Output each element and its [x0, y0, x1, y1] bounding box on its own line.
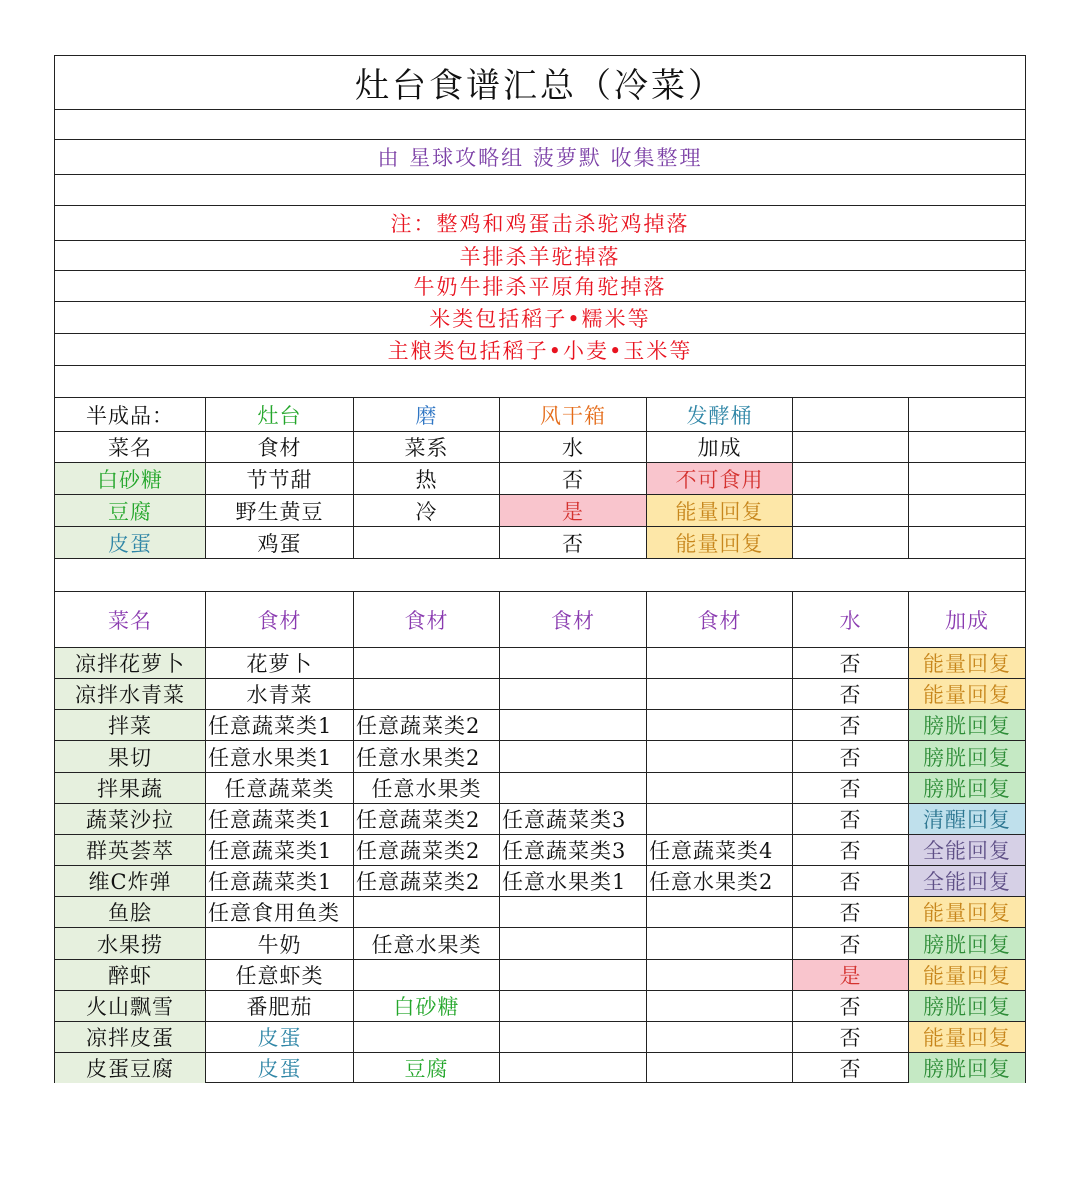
semi-water: 否	[500, 527, 647, 558]
water-cell: 否	[793, 835, 909, 865]
note-line: 牛奶牛排杀平原角驼掉落	[54, 271, 1026, 301]
semi-label: 半成品：	[54, 398, 206, 431]
recipe-sheet	[54, 55, 1026, 1083]
dish-name: 拌菜	[54, 710, 206, 740]
bonus-cell: 能量回复	[909, 679, 1026, 709]
ingredient-3	[500, 710, 647, 740]
table-row	[54, 991, 1026, 1022]
ingredient-4	[647, 1053, 793, 1083]
empty-row	[54, 559, 1026, 591]
dish-name: 蔬菜沙拉	[54, 804, 206, 834]
ingredient-1: 任意食用鱼类	[206, 897, 354, 927]
semi-bonus: 能量回复	[647, 527, 793, 558]
sheet-title: 灶台食谱汇总（冷菜）	[54, 56, 1026, 109]
bonus-cell: 能量回复	[909, 960, 1026, 990]
bonus-cell: 膀胱回复	[909, 741, 1026, 772]
semi-cuisine: 热	[354, 463, 500, 494]
dish-name: 鱼脍	[54, 897, 206, 927]
tool-dryer: 风干箱	[500, 398, 647, 431]
ingredient-2: 任意水果类	[354, 773, 500, 803]
semi-row	[54, 463, 1026, 495]
table-row	[54, 835, 1026, 866]
semi-header-row	[54, 432, 1026, 463]
table-row	[54, 679, 1026, 710]
water-cell: 否	[793, 866, 909, 896]
bonus-cell: 能量回复	[909, 1022, 1026, 1052]
bonus-cell: 全能回复	[909, 866, 1026, 896]
ingredient-2	[354, 679, 500, 709]
water-cell: 否	[793, 648, 909, 678]
dish-name: 凉拌水青菜	[54, 679, 206, 709]
dish-name: 水果捞	[54, 928, 206, 959]
water-cell: 否	[793, 1053, 909, 1083]
ingredient-4: 任意水果类2	[647, 866, 793, 896]
ingredient-1: 任意蔬菜类1	[206, 804, 354, 834]
dish-name: 凉拌皮蛋	[54, 1022, 206, 1052]
ingredient-3	[500, 1053, 647, 1083]
semi-row	[54, 495, 1026, 527]
empty-row	[54, 110, 1026, 139]
ingredient-1: 任意水果类1	[206, 741, 354, 772]
ingredient-2: 豆腐	[354, 1053, 500, 1083]
table-row	[54, 741, 1026, 773]
table-row	[54, 1022, 1026, 1053]
ingredient-3	[500, 741, 647, 772]
empty-row	[54, 175, 1026, 205]
ingredient-1: 任意蔬菜类	[206, 773, 354, 803]
table-row	[54, 648, 1026, 679]
ingredient-2: 任意水果类	[354, 928, 500, 959]
ingredient-3	[500, 897, 647, 927]
main-header-ingredient: 食材	[647, 592, 793, 647]
ingredient-1: 牛奶	[206, 928, 354, 959]
ingredient-3	[500, 773, 647, 803]
ingredient-3: 任意蔬菜类3	[500, 835, 647, 865]
water-cell: 否	[793, 991, 909, 1021]
empty-row	[54, 366, 1026, 397]
ingredient-1: 皮蛋	[206, 1022, 354, 1052]
dish-name: 火山飘雪	[54, 991, 206, 1021]
ingredient-4	[647, 710, 793, 740]
ingredient-1: 番肥茄	[206, 991, 354, 1021]
semi-bonus: 能量回复	[647, 495, 793, 526]
dish-name: 皮蛋豆腐	[54, 1053, 206, 1083]
ingredient-1: 花萝卜	[206, 648, 354, 678]
semi-name: 皮蛋	[54, 527, 206, 558]
table-row	[54, 804, 1026, 835]
dish-name: 维C炸弹	[54, 866, 206, 896]
tool-mill: 磨	[354, 398, 500, 431]
water-cell: 否	[793, 804, 909, 834]
semi-header-name: 菜名	[54, 432, 206, 462]
water-cell: 否	[793, 928, 909, 959]
semi-ingredient: 节节甜	[206, 463, 354, 494]
bonus-cell: 能量回复	[909, 648, 1026, 678]
ingredient-3	[500, 648, 647, 678]
ingredient-4	[647, 679, 793, 709]
table-row	[54, 1053, 1026, 1083]
ingredient-4	[647, 773, 793, 803]
ingredient-2: 任意蔬菜类2	[354, 866, 500, 896]
ingredient-1: 任意蔬菜类1	[206, 710, 354, 740]
table-row	[54, 960, 1026, 991]
ingredient-2: 白砂糖	[354, 991, 500, 1021]
ingredient-2: 任意水果类2	[354, 741, 500, 772]
ingredient-1: 皮蛋	[206, 1053, 354, 1083]
tool-ferment-barrel: 发酵桶	[647, 398, 793, 431]
note-line: 米类包括稻子•糯米等	[54, 302, 1026, 333]
ingredient-2	[354, 648, 500, 678]
main-header-name: 菜名	[54, 592, 206, 647]
ingredient-4	[647, 897, 793, 927]
ingredient-3: 任意水果类1	[500, 866, 647, 896]
ingredient-2	[354, 897, 500, 927]
semi-water: 否	[500, 463, 647, 494]
semi-row	[54, 527, 1026, 559]
bonus-cell: 膀胱回复	[909, 991, 1026, 1021]
semi-header-ingredient: 食材	[206, 432, 354, 462]
dish-name: 果切	[54, 741, 206, 772]
bonus-cell: 膀胱回复	[909, 928, 1026, 959]
ingredient-1: 任意虾类	[206, 960, 354, 990]
main-header-ingredient: 食材	[206, 592, 354, 647]
bonus-cell: 全能回复	[909, 835, 1026, 865]
main-header-row	[54, 592, 1026, 648]
semi-ingredient: 鸡蛋	[206, 527, 354, 558]
semi-water: 是	[500, 495, 647, 526]
bonus-cell: 能量回复	[909, 897, 1026, 927]
ingredient-1: 任意蔬菜类1	[206, 835, 354, 865]
semi-header-bonus: 加成	[647, 432, 793, 462]
ingredient-4	[647, 648, 793, 678]
note-line: 主粮类包括稻子•小麦•玉米等	[54, 334, 1026, 365]
bonus-cell: 膀胱回复	[909, 1053, 1026, 1083]
water-cell: 是	[793, 960, 909, 990]
ingredient-4: 任意蔬菜类4	[647, 835, 793, 865]
ingredient-3	[500, 928, 647, 959]
main-header-water: 水	[793, 592, 909, 647]
ingredient-1: 水青菜	[206, 679, 354, 709]
ingredient-2: 任意蔬菜类2	[354, 835, 500, 865]
tool-stove: 灶台	[206, 398, 354, 431]
water-cell: 否	[793, 1022, 909, 1052]
table-row	[54, 897, 1026, 928]
table-row	[54, 866, 1026, 897]
ingredient-4	[647, 991, 793, 1021]
semi-name: 白砂糖	[54, 463, 206, 494]
note-line: 注：整鸡和鸡蛋击杀驼鸡掉落	[54, 206, 1026, 240]
ingredient-4	[647, 741, 793, 772]
semi-bonus: 不可食用	[647, 463, 793, 494]
ingredient-3	[500, 991, 647, 1021]
main-table-body	[54, 648, 1026, 1083]
dish-name: 群英荟萃	[54, 835, 206, 865]
main-header-ingredient: 食材	[354, 592, 500, 647]
ingredient-4	[647, 804, 793, 834]
ingredient-2: 任意蔬菜类2	[354, 804, 500, 834]
ingredient-4	[647, 1022, 793, 1052]
ingredient-2	[354, 960, 500, 990]
ingredient-2	[354, 1022, 500, 1052]
dish-name: 拌果蔬	[54, 773, 206, 803]
ingredient-3	[500, 960, 647, 990]
water-cell: 否	[793, 897, 909, 927]
table-row	[54, 773, 1026, 804]
ingredient-4	[647, 960, 793, 990]
semi-ingredient: 野生黄豆	[206, 495, 354, 526]
dish-name: 醉虾	[54, 960, 206, 990]
ingredient-2: 任意蔬菜类2	[354, 710, 500, 740]
ingredient-3	[500, 679, 647, 709]
bonus-cell: 膀胱回复	[909, 710, 1026, 740]
water-cell: 否	[793, 679, 909, 709]
water-cell: 否	[793, 710, 909, 740]
bonus-cell: 清醒回复	[909, 804, 1026, 834]
main-header-bonus: 加成	[909, 592, 1026, 647]
semi-header-cuisine: 菜系	[354, 432, 500, 462]
water-cell: 否	[793, 741, 909, 772]
ingredient-4	[647, 928, 793, 959]
dish-name: 凉拌花萝卜	[54, 648, 206, 678]
semi-tools-row	[54, 398, 1026, 432]
table-row	[54, 928, 1026, 960]
water-cell: 否	[793, 773, 909, 803]
note-line: 羊排杀羊驼掉落	[54, 241, 1026, 270]
semi-cuisine	[354, 527, 500, 558]
ingredient-3: 任意蔬菜类3	[500, 804, 647, 834]
ingredient-1: 任意蔬菜类1	[206, 866, 354, 896]
main-header-ingredient: 食材	[500, 592, 647, 647]
table-row	[54, 710, 1026, 741]
semi-name: 豆腐	[54, 495, 206, 526]
semi-cuisine: 冷	[354, 495, 500, 526]
ingredient-3	[500, 1022, 647, 1052]
bonus-cell: 膀胱回复	[909, 773, 1026, 803]
semi-header-water: 水	[500, 432, 647, 462]
credit-line: 由 星球攻略组 菠萝默 收集整理	[54, 140, 1026, 174]
